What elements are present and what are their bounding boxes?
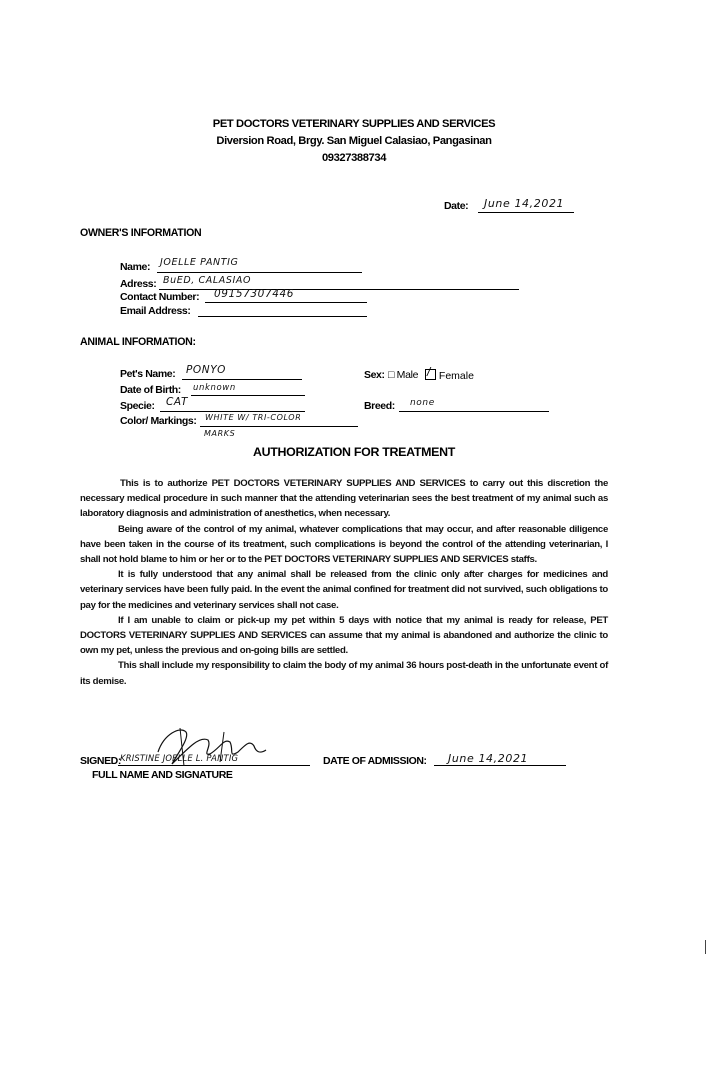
owner-contact-label: Contact Number: (120, 291, 200, 303)
color-value: WHITE W/ TRI-COLOR (205, 413, 302, 422)
dob-value: unknown (193, 383, 236, 393)
color-value-2: MARKS (204, 429, 236, 438)
company-address: Diversion Road, Brgy. San Miguel Calasiao, Pangasinan (216, 135, 492, 147)
paragraph-1: This is to authorize PET DOCTORS VETERINARY SUPPLIES AND SERVICES to carry out this discretion the necessary medical procedure in such manner that the attending veterinarian sees the best treatment of my animal such as laboratory diagnosis and administration of anesthetics, when necessary. (80, 478, 608, 520)
checkbox-checked-icon: / (425, 369, 436, 380)
specie-label: Specie: (120, 400, 155, 412)
owner-address-line (159, 289, 519, 290)
admission-line (434, 765, 566, 766)
color-label: Color/ Markings: (120, 415, 197, 427)
signature-caption: FULL NAME AND SIGNATURE (92, 769, 233, 781)
sex-female-label: Female (438, 370, 474, 382)
color-line (200, 426, 358, 427)
signed-name: KRISTINE JOELLE L. PANTIG (120, 753, 239, 763)
specie-value: CAT (166, 396, 188, 408)
breed-value: none (410, 398, 435, 408)
pet-name-line (182, 379, 302, 380)
date-line (478, 212, 574, 213)
pet-name-label: Pet's Name: (120, 368, 176, 380)
owner-address-label: Adress: (120, 278, 157, 290)
owner-address-value: BuED, CALASIAO (163, 275, 252, 286)
date-label: Date: (444, 200, 469, 212)
paragraph-4: If I am unable to claim or pick-up my pet within 5 days with notice that my animal is ready for release, PET DOCTORS VETERINARY SUPPLIES AND SERVICES can assume that my animal is abandoned and authorize the clinic to own my pet, unless the previous and on-going bills are settled. (80, 614, 608, 657)
owner-contact-line (205, 302, 367, 303)
authorization-title: AUTHORIZATION FOR TREATMENT (252, 445, 456, 459)
company-name: PET DOCTORS VETERINARY SUPPLIES AND SERVICES (212, 118, 496, 130)
paragraph-3: It is fully understood that any animal shall be released from the clinic only after charges for medicines and veterinary services have been fully paid. In the event the animal confined for treatment did not survived, such obligations to pay for the medicines and veterinary services shall not case. (80, 569, 608, 611)
owner-name-label: Name: (120, 261, 151, 273)
admission-value: June 14,2021 (448, 752, 529, 765)
sex-label: Sex: (364, 369, 385, 381)
dob-label: Date of Birth: (120, 384, 181, 396)
sex-male-option: □ Male (388, 369, 419, 381)
owner-section-title: OWNER'S INFORMATION (80, 227, 202, 239)
date-value: June 14,2021 (484, 197, 565, 210)
scan-edge-mark (705, 940, 706, 954)
owner-name-value: JOELLE PANTIG (160, 257, 239, 268)
signed-label: SIGNED: (80, 755, 121, 767)
owner-name-line (157, 272, 362, 273)
owner-email-label: Email Address: (120, 305, 191, 317)
sex-female-option (425, 365, 474, 382)
specie-line (160, 411, 305, 412)
signature-mark (150, 722, 270, 772)
company-phone: 09327388734 (321, 152, 387, 164)
owner-email-line (198, 316, 367, 317)
animal-section-title: ANIMAL INFORMATION: (80, 336, 196, 348)
dob-line (191, 395, 305, 396)
breed-line (399, 411, 549, 412)
pet-name-value: PONYO (186, 364, 226, 376)
owner-contact-value: 09157307446 (214, 288, 295, 300)
admission-label: DATE OF ADMISSION: (323, 755, 427, 767)
paragraph-5: This shall include my responsibility to claim the body of my animal 36 hours post-death in the unfortunate event of its demise. (80, 660, 608, 687)
breed-label: Breed: (364, 400, 395, 412)
authorization-body (80, 476, 608, 689)
paragraph-2: Being aware of the control of my animal, whatever complications that may occur, and after reasonable diligence have been taken in the course of its treatment, such complications is beyond the control of the attending veterinarian, I shall not hold blame to him or her or to the PET DOCTORS VETERINARY SUPPLIES AND SERVICES staffs. (80, 523, 608, 566)
